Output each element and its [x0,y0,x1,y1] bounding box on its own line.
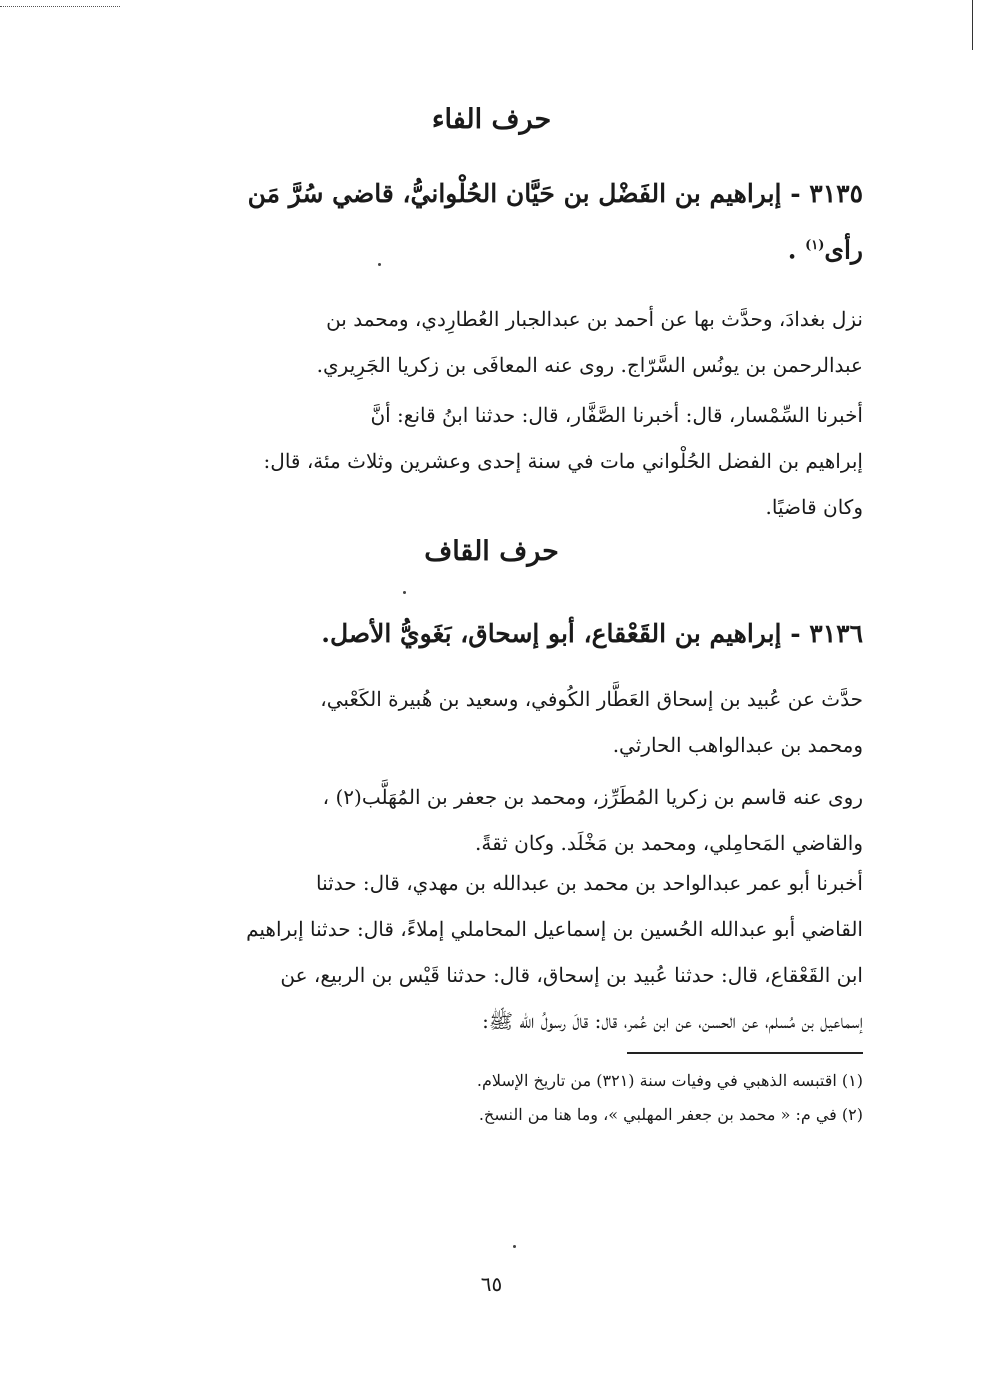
paragraph-line: القاضي أبو عبدالله الحُسين بن إسماعيل المحاملي إملاءً، قال: حدثنا إبراهيم [246,917,863,941]
page-number: ٦٥ [480,1272,503,1296]
footnote-1: (١) اقتبسه الذهبي في وفيات سنة (٣٢١) من تاريخ الإسلام. [476,1071,863,1090]
section-heading-fa: حرف الفاء [431,104,552,135]
paragraph-line: روى عنه قاسم بن زكريا المُطَرِّز، ومحمد بن جعفر بن المُهَلَّب(٢) ، [322,785,863,809]
paragraph-line: أخبرنا أبو عمر عبدالواحد بن محمد بن عبدالله بن مهدي، قال: حدثنا [316,871,863,895]
paragraph [130,860,863,1044]
entry-title-line [120,220,863,276]
footnote-separator [627,1052,863,1054]
paragraph [130,676,863,768]
scan-artifact-right [972,0,973,50]
entry-title-line: ٣١٣٦ - إبراهيم بن القَعْقاع، أبو إسحاق، بَغَويُّ الأصل. [321,619,863,648]
footnotes [300,1064,863,1132]
scan-artifact-top [0,6,120,7]
footnote-ref: (١) [805,238,825,253]
entry-title-end: . [787,235,806,265]
paragraph-line: أخبرنا السِّمْسار، قال: أخبرنا الصَّفَّار، قال: حدثنا ابنُ قانع: أنَّ [370,403,863,427]
paragraph-line: حدَّث عن عُبيد بن إسحاق العَطَّار الكُوفي، وسعيد بن هُبيرة الكَعْبي، [320,687,863,711]
paragraph [130,392,863,530]
paragraph-line: نزل بغدادَ، وحدَّث بها عن أحمد بن عبدالجبار العُطارِدي، ومحمد بن [326,307,863,331]
section-heading-qaf: حرف القاف [424,536,559,567]
paragraph-line: وكان قاضيًا. [765,495,863,519]
entry-title-text: رأى [824,235,863,265]
paragraph [130,296,863,388]
paragraph-line: إبراهيم بن الفضل الحُلْواني مات في سنة إحدى وعشرين وثلاث مئة، قال: [263,449,863,473]
paragraph-line: عبدالرحمن بن يونُس السَّرّاج. روى عنه المعافَى بن زكريا الجَرِيري. [316,353,863,377]
entry-title-3136 [120,608,863,660]
entry-title-3135 [120,168,863,276]
paragraph-line: إسماعيل بن مُسلم، عن الحسن، عن ابن عُمر، قال: قالَ رسولُ الله ﷺ: [482,1009,863,1033]
scan-speck [403,591,406,594]
paragraph-line: ومحمد بن عبدالواهب الحارثي. [612,733,863,757]
footnote-2: (٢) في م: « محمد بن جعفر المهلبي »، وما هنا من النسخ. [478,1105,863,1124]
paragraph-line: ابن القَعْقاع، قال: حدثنا عُبيد بن إسحاق، قال: حدثنا قَيْس بن الربيع، عن [280,963,863,987]
paragraph [130,774,863,866]
scan-speck [513,1245,516,1248]
paragraph-line: والقاضي المَحامِلي، ومحمد بن مَخْلَد. وكان ثقةً. [475,831,863,855]
entry-title-line: ٣١٣٥ - إبراهيم بن الفَضْل بن حَيَّان الحُلْوانيُّ، قاضي سُرَّ مَن [247,179,863,208]
